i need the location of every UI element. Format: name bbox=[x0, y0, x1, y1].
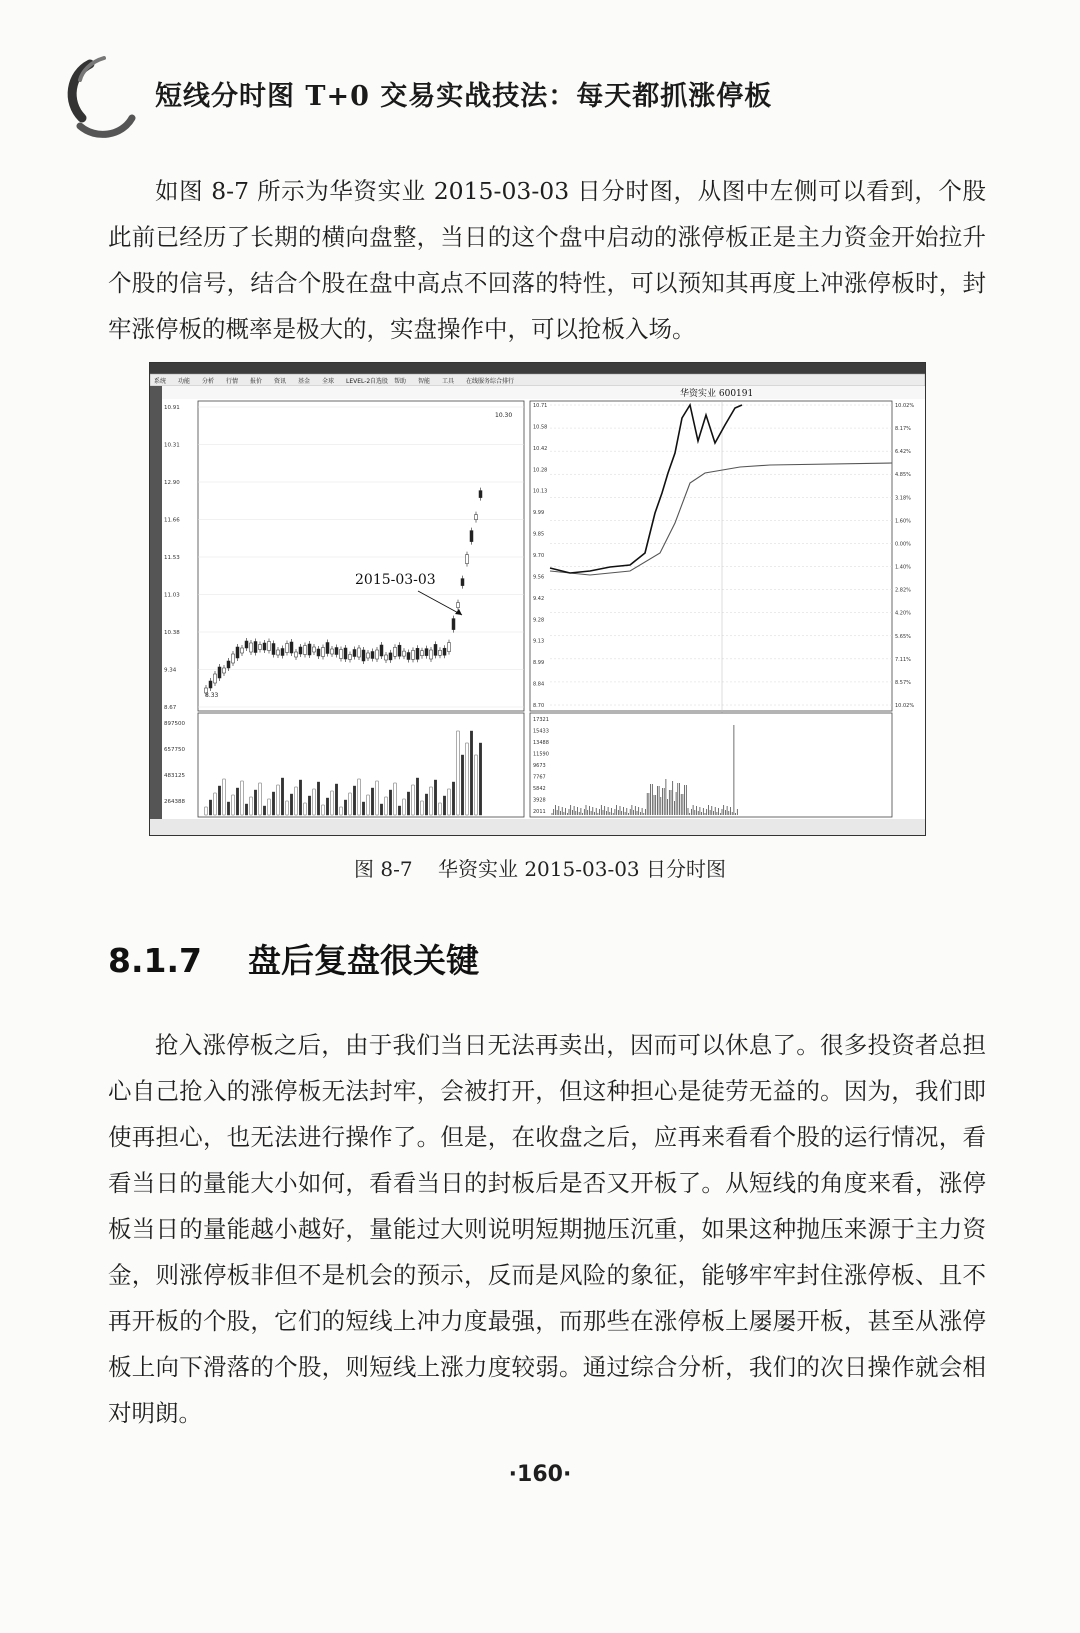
volume-bar bbox=[407, 792, 409, 815]
volume-bar bbox=[286, 801, 288, 815]
kline-candle bbox=[290, 642, 293, 653]
volume-bar bbox=[214, 793, 216, 815]
volume-bar bbox=[344, 800, 346, 815]
volume-bar bbox=[290, 794, 292, 815]
menu-item: 全球 bbox=[322, 378, 335, 385]
volume-bar bbox=[385, 797, 387, 815]
kline-candle bbox=[281, 649, 284, 656]
intraday-pct-label: 3.18% bbox=[895, 495, 911, 502]
volume-bar bbox=[317, 782, 319, 815]
stock-title: 华资实业 600191 bbox=[680, 389, 754, 399]
kline-candle bbox=[389, 653, 392, 660]
kline-candle bbox=[340, 650, 343, 659]
intraday-price-label: 8.70 bbox=[533, 703, 545, 709]
kline-candle bbox=[353, 650, 356, 657]
kline-candle bbox=[380, 645, 383, 656]
kline-candle bbox=[434, 644, 437, 655]
volume-bar bbox=[466, 743, 468, 815]
volume-bar bbox=[452, 782, 454, 815]
kline-candle bbox=[362, 650, 365, 661]
intraday-panel bbox=[530, 401, 892, 711]
kline-axis-label: 10.91 bbox=[164, 405, 180, 411]
kline-axis-label: 8.67 bbox=[164, 705, 177, 711]
kline-axis-label: 9.34 bbox=[164, 667, 177, 674]
volume-bar bbox=[421, 801, 423, 815]
kline-candle bbox=[412, 650, 415, 659]
menu-item: 在线服务 bbox=[466, 378, 491, 385]
intraday-price-label: 10.58 bbox=[533, 424, 548, 431]
volume-bar bbox=[376, 781, 378, 815]
kline-axis-label: 11.66 bbox=[164, 517, 180, 524]
volume-bar bbox=[272, 792, 274, 815]
menu-item: 基金 bbox=[298, 378, 311, 385]
volume-bar bbox=[380, 804, 382, 815]
date-annotation: 2015-03-03 bbox=[355, 572, 436, 588]
intraday-price-label: 10.28 bbox=[533, 467, 548, 474]
menu-item: 功能 bbox=[178, 378, 191, 385]
menu-item: 系统 bbox=[154, 378, 167, 385]
intraday-price-label: 8.84 bbox=[533, 681, 545, 688]
volume-bar bbox=[236, 788, 238, 815]
intraday-volume-label: 11590 bbox=[533, 751, 549, 758]
kline-candle bbox=[218, 667, 221, 678]
kline-candle bbox=[430, 650, 433, 659]
stock-chart-screenshot bbox=[149, 362, 926, 836]
intraday-volume-label: 15433 bbox=[533, 728, 549, 735]
kline-candle bbox=[227, 661, 230, 668]
volume-bar bbox=[227, 802, 229, 815]
kline-candle bbox=[245, 641, 248, 648]
kline-candle bbox=[407, 653, 410, 660]
kline-axis-label: 12.90 bbox=[164, 480, 180, 486]
page-header bbox=[60, 52, 773, 142]
volume-bar bbox=[340, 807, 342, 815]
volume-bar bbox=[335, 784, 337, 815]
intraday-pct-label: 4.85% bbox=[895, 472, 911, 479]
intraday-price-label: 9.70 bbox=[533, 553, 545, 559]
volume-bar bbox=[277, 785, 279, 815]
kline-candle bbox=[385, 655, 388, 660]
volume-bar bbox=[308, 796, 310, 815]
kline-candle bbox=[209, 681, 212, 688]
kline-candle bbox=[376, 650, 379, 659]
kline-candle bbox=[452, 619, 455, 630]
menu-item: LEVEL-2 bbox=[346, 378, 371, 385]
kline-candle bbox=[326, 643, 329, 654]
kline-candle bbox=[398, 645, 401, 656]
kline-candle bbox=[254, 642, 257, 653]
volume-bar bbox=[349, 793, 351, 815]
volume-bar bbox=[313, 789, 315, 815]
kline-candle bbox=[394, 647, 397, 656]
volume-axis-label: 657750 bbox=[164, 747, 185, 753]
volume-bar bbox=[223, 779, 225, 815]
menu-item: 工具 bbox=[442, 378, 455, 385]
window-titlebar bbox=[150, 363, 925, 374]
kline-candle bbox=[299, 647, 302, 654]
volume-bar bbox=[326, 798, 328, 815]
kline-candle bbox=[461, 579, 464, 586]
body-paragraph-1: 如图 8-7 所示为华资实业 2015-03-03 日分时图，从图中左侧可以看到，个股此前已经历了长期的横向盘整，当日的这个盘中启动的涨停板正是主力资金开始拉升个股的信号，结合个股在盘中高点不回落的特性，可以预知其再度上冲涨停板时，封牢涨停板的概率是极大的，实盘操作中，可以抢板入场。 bbox=[108, 177, 986, 343]
kline-candle bbox=[331, 649, 334, 654]
menu-item: 分析 bbox=[202, 378, 215, 385]
intraday-pct-label: 1.40% bbox=[895, 564, 911, 571]
intraday-volume-label: 17321 bbox=[533, 717, 549, 723]
kline-candle bbox=[322, 648, 325, 657]
kline-candle bbox=[259, 645, 262, 650]
intraday-volume-label: 9673 bbox=[533, 763, 546, 769]
volume-bar bbox=[439, 803, 441, 815]
intraday-price-label: 8.99 bbox=[533, 660, 545, 667]
kline-candle bbox=[241, 648, 244, 653]
kline-candle bbox=[304, 646, 307, 655]
intraday-volume-label: 5842 bbox=[533, 786, 546, 792]
intraday-price-label: 9.99 bbox=[533, 510, 545, 517]
book-logo-icon bbox=[60, 52, 150, 142]
volume-bar bbox=[362, 802, 364, 815]
volume-bar bbox=[299, 780, 301, 815]
kline-candle bbox=[223, 668, 226, 673]
volume-bar bbox=[434, 780, 436, 815]
volume-bar bbox=[263, 806, 265, 815]
intraday-volume-label: 7767 bbox=[533, 774, 546, 781]
kline-candle bbox=[349, 655, 352, 660]
toolbar bbox=[150, 386, 925, 399]
kline-low-label: 8.33 bbox=[205, 692, 219, 699]
volume-bar bbox=[218, 786, 220, 815]
volume-bar bbox=[412, 785, 414, 815]
volume-bar bbox=[371, 788, 373, 815]
kline-candle bbox=[421, 651, 424, 656]
intraday-volume-label: 13488 bbox=[533, 740, 549, 746]
menu-item: 帮助 bbox=[394, 378, 407, 385]
intraday-pct-label: 8.17% bbox=[895, 426, 911, 433]
volume-bar bbox=[281, 778, 283, 815]
kline-candle bbox=[214, 674, 217, 683]
kline-candle bbox=[479, 491, 482, 498]
volume-bar bbox=[457, 731, 459, 815]
intraday-pct-label: 7.11% bbox=[895, 656, 911, 663]
volume-bar bbox=[331, 791, 333, 815]
intraday-pct-label: 2.82% bbox=[895, 587, 911, 594]
kline-candle bbox=[371, 652, 374, 659]
volume-axis-label: 897500 bbox=[164, 721, 185, 727]
section-number: 8.1.7 bbox=[108, 941, 202, 980]
intraday-pct-label: 10.02% bbox=[895, 403, 915, 409]
kline-candle bbox=[286, 644, 289, 653]
menu-bar bbox=[150, 374, 925, 386]
volume-bar bbox=[479, 743, 481, 815]
kline-axis-label: 11.03 bbox=[164, 592, 180, 599]
menu-item: 自选股 bbox=[370, 378, 389, 385]
volume-bar bbox=[304, 803, 306, 815]
volume-bar bbox=[205, 807, 207, 815]
intraday-pct-label: 1.60% bbox=[895, 518, 911, 525]
kline-candle bbox=[236, 647, 239, 658]
intraday-pct-label: 5.65% bbox=[895, 633, 911, 640]
intraday-volume-panel bbox=[530, 713, 892, 817]
kline-candle bbox=[317, 649, 320, 656]
volume-bar bbox=[475, 755, 477, 815]
kline-candle bbox=[475, 515, 478, 520]
volume-bar bbox=[245, 804, 247, 815]
volume-bar bbox=[254, 790, 256, 815]
kline-candle bbox=[268, 642, 271, 651]
kline-candle bbox=[232, 654, 235, 663]
kline-candle bbox=[250, 643, 253, 652]
kline-candle bbox=[403, 651, 406, 656]
volume-axis-label: 483125 bbox=[164, 773, 185, 779]
intraday-volume-label: 3928 bbox=[533, 797, 546, 804]
volume-bar bbox=[353, 786, 355, 815]
volume-bar bbox=[389, 790, 391, 815]
kline-candle bbox=[367, 653, 370, 658]
kline-candle bbox=[470, 531, 473, 542]
menu-item: 行情 bbox=[226, 378, 239, 385]
kline-candle bbox=[358, 648, 361, 657]
kline-panel bbox=[198, 401, 524, 711]
kline-candle bbox=[443, 648, 446, 655]
body-paragraph-2: 抢入涨停板之后，由于我们当日无法再卖出，因而可以休息了。很多投资者总担心自己抢入的涨停板无法封牢，会被打开，但这种担心是徒劳无益的。因为，我们即使再担心，也无法进行操作了。但是，在收盘之后，应再来看看个股的运行情况，看看当日的量能大小如何，看看当日的封板后是否又开板了。从短线的角度来看，涨停板当日的量能越小越好，量能过大则说明短期抛压沉重，如果这种抛压来源于主力资金，则涨停板非但不是机会的预示，反而是风险的象征，能够牢牢封住涨停板、且不再开板的个股，它们的短线上冲力度最强，而那些在涨停板上屡屡开板，甚至从涨停板上向下滑落的个股，则短线上涨力度较弱。通过综合分析，我们的次日操作就会相对明朗。 bbox=[108, 1031, 986, 1427]
section-heading bbox=[108, 935, 479, 982]
volume-bar bbox=[430, 787, 432, 815]
intraday-price-label: 9.28 bbox=[533, 617, 545, 624]
volume-bar bbox=[232, 795, 234, 815]
volume-bar bbox=[461, 755, 463, 815]
kline-candle bbox=[313, 647, 316, 652]
menu-item: 资讯 bbox=[274, 378, 287, 385]
kline-candle bbox=[335, 648, 338, 655]
kline-candle bbox=[272, 644, 275, 655]
volume-bar bbox=[425, 794, 427, 815]
volume-bar bbox=[322, 805, 324, 815]
kline-candle bbox=[439, 650, 442, 655]
volume-bar bbox=[398, 806, 400, 815]
kline-high-label: 10.30 bbox=[495, 412, 513, 419]
kline-candle bbox=[277, 650, 280, 655]
kline-axis-label: 11.53 bbox=[164, 555, 180, 561]
kline-candle bbox=[416, 648, 419, 659]
volume-bar bbox=[295, 787, 297, 815]
volume-bar bbox=[394, 783, 396, 815]
volume-bar bbox=[367, 795, 369, 815]
kline-candle bbox=[466, 555, 469, 564]
intraday-pct-label: 6.42% bbox=[895, 449, 911, 456]
intraday-pct-label: 4.20% bbox=[895, 610, 911, 617]
section-title: 盘后复盘很关键 bbox=[247, 941, 479, 980]
intraday-price-label: 10.71 bbox=[533, 403, 548, 409]
volume-bar bbox=[448, 789, 450, 815]
intraday-price-label: 9.85 bbox=[533, 531, 545, 538]
volume-bar bbox=[443, 796, 445, 815]
volume-bar bbox=[259, 783, 261, 815]
chart-canvas bbox=[150, 363, 925, 835]
kline-candle bbox=[448, 643, 451, 652]
volume-bar bbox=[241, 781, 243, 815]
intraday-price-label: 10.42 bbox=[533, 445, 548, 452]
volume-bar bbox=[358, 779, 360, 815]
kline-candle bbox=[263, 643, 266, 650]
intraday-price-label: 9.56 bbox=[533, 574, 545, 581]
volume-bar bbox=[268, 799, 270, 815]
kline-candle bbox=[295, 652, 298, 657]
kline-candle bbox=[308, 644, 311, 655]
intraday-pct-label: 8.57% bbox=[895, 679, 911, 686]
volume-bar bbox=[403, 799, 405, 815]
kline-candle bbox=[457, 603, 460, 608]
intraday-volume-label: 2011 bbox=[533, 809, 546, 815]
status-bar bbox=[150, 819, 925, 835]
menu-item: 报价 bbox=[250, 378, 263, 385]
volume-bar bbox=[209, 800, 211, 815]
kline-candle bbox=[344, 648, 347, 659]
book-title: 短线分时图 T+0 交易实战技法：每天都抓涨停板 bbox=[155, 81, 773, 112]
page-number: ·160· bbox=[508, 1462, 572, 1487]
volume-bar bbox=[470, 731, 472, 815]
menu-item: 智能 bbox=[418, 378, 431, 385]
intraday-price-label: 9.42 bbox=[533, 595, 545, 602]
intraday-pct-label: 10.02% bbox=[895, 703, 915, 709]
volume-bar bbox=[250, 797, 252, 815]
volume-axis-label: 264388 bbox=[164, 799, 185, 805]
left-sidebar bbox=[150, 386, 162, 826]
figure-caption: 图 8-7 华资实业 2015-03-03 日分时图 bbox=[353, 857, 727, 881]
kline-axis-label: 10.38 bbox=[164, 630, 180, 636]
intraday-pct-label: 0.00% bbox=[895, 541, 911, 548]
kline-candle bbox=[425, 649, 428, 656]
kline-axis-label: 10.31 bbox=[164, 442, 180, 449]
volume-bar bbox=[416, 778, 418, 815]
intraday-price-label: 9.13 bbox=[533, 638, 545, 645]
menu-item: 综合排行 bbox=[490, 378, 515, 385]
intraday-price-label: 10.13 bbox=[533, 488, 548, 495]
